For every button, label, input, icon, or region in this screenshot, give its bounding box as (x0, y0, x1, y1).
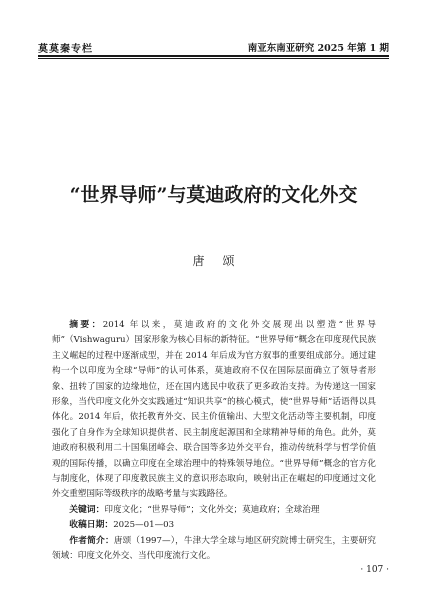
author-bio-label: 作者简介： (69, 535, 114, 546)
abstract-text: 2014 年以来，莫迪政府的文化外交展现出以塑造“世界导师”（Vishwaguru）国家形象为核心目标的新特征。“世界导师”概念在印度现代民族主义崛起的过程中逐渐成型，并在 2014 年后成为官方叙事的重要组成部分。通过建构一个以印度为全球“导师”的认可体系，莫迪政府不仅在国际层面确立了领导者形象、扭转了国家的边缘地位，还在国内逃民中收获了更多政治支持。为传递这一国家形象，当代印度文化外交实践通过“知识共享”的核心模式，使“世界导师”话语得以具体化。2014 年后，依托教育外交、民主价值输出、大型文化活动等主要机制，印度强化了自身作为全球知识提供者、民主制度起源国和全球精神导师的角色。此外，莫迪政府积极利用二十国集团峰会、联合国等多边外交平台，推动传统科学与哲学价值观的国际传播，以确立印度在全球治理中的特殊领导地位。“世界导师”概念的官方化与制度化，体现了印度教民族主义的意识形态取向，映射出正在崛起的印度通过文化外交重塑国际等级秩序的战略考量与实践路径。 (52, 320, 376, 500)
article-front-matter (52, 318, 376, 565)
abstract (52, 318, 376, 503)
received-text: 2025—01—03 (113, 520, 175, 531)
article-author: 唐颂 (192, 254, 253, 268)
keywords-text: 印度文化；“世界导师”；文化外交；莫迪政府；全球治理 (104, 504, 320, 515)
keywords-label: 关键词： (69, 504, 105, 515)
header-rule-thin (38, 58, 389, 59)
article-title: “世界导师”与莫迪政府的文化外交 (69, 184, 358, 206)
received-date (52, 518, 376, 533)
received-label: 收稿日期： (69, 520, 114, 531)
journal-issue-label: 南亚东南亚研究 2025 年第 1 期 (247, 43, 389, 54)
page-number: · 107 · (360, 565, 389, 575)
author-bio (52, 534, 376, 565)
author-bio-text: 唐颂（1997—），牛津大学全球与地区研究院博士研究生，主要研究领域：印度文化外交、当代印度流行文化。 (52, 535, 376, 562)
abstract-label: 摘要： (69, 320, 103, 330)
header-rule-thick (38, 55, 389, 57)
keywords (52, 503, 376, 518)
journal-section-label: 莫莫秦专栏 (38, 44, 93, 55)
